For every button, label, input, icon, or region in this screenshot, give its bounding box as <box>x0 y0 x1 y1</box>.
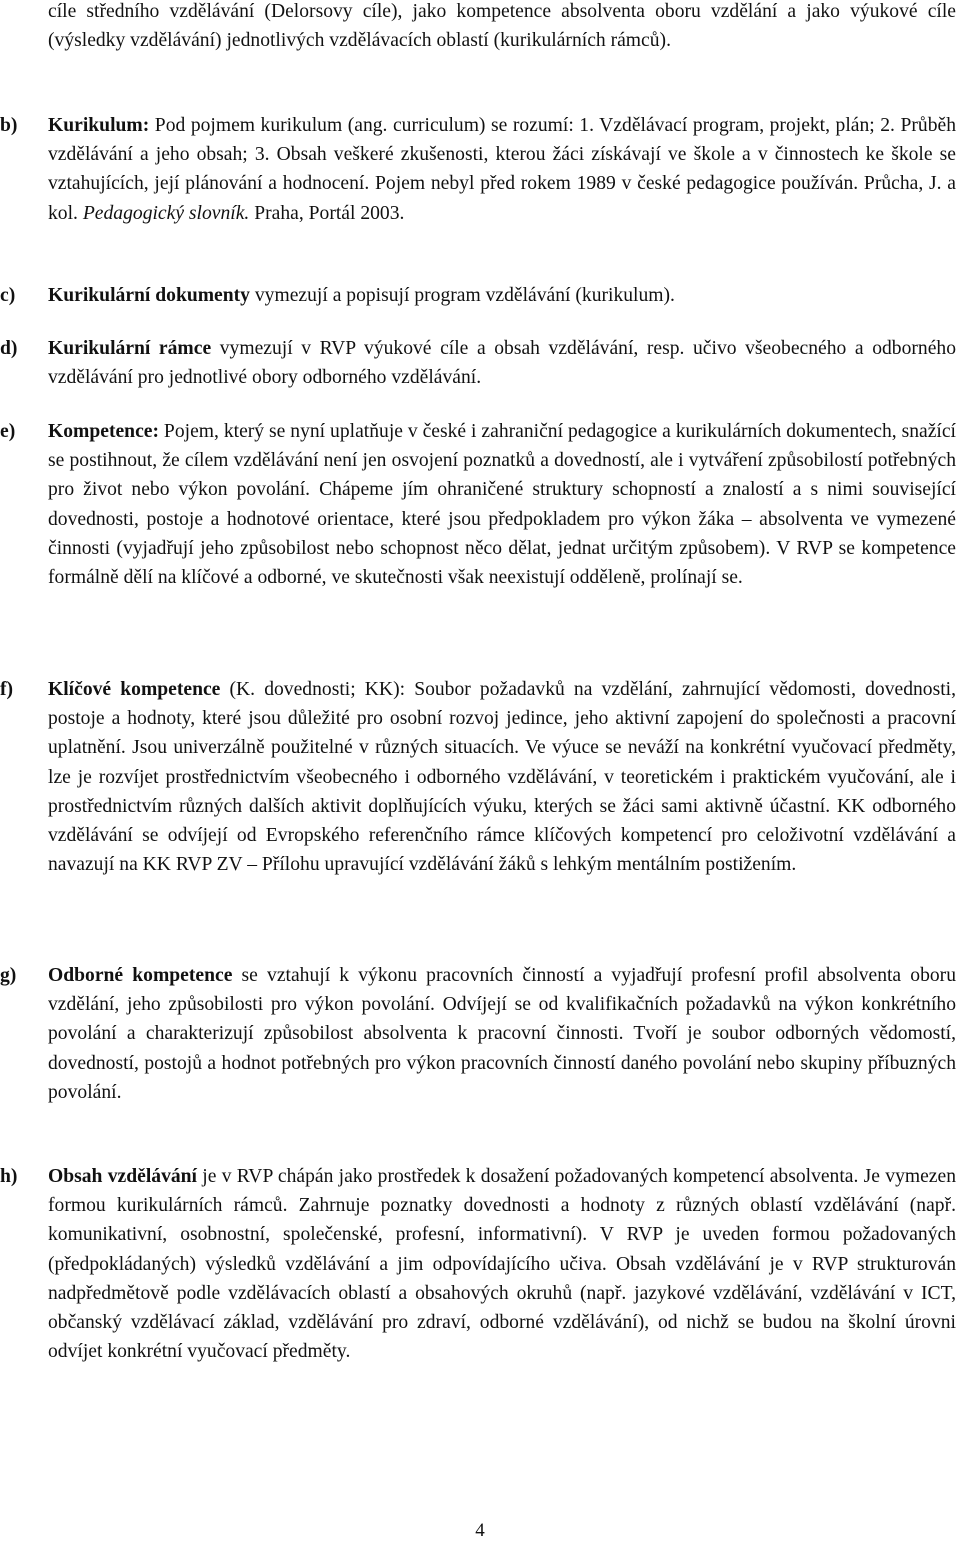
item-text <box>48 334 956 392</box>
item-term: Odborné kompetence <box>48 965 233 986</box>
item-body: vymezují a popisují program vzdělávání (kurikulum). <box>249 285 675 306</box>
item-text <box>48 1162 956 1366</box>
item-label: g) <box>0 965 17 986</box>
item-label: e) <box>0 421 16 442</box>
item-label: b) <box>0 115 18 136</box>
item-term: Kurikulární dokumenty <box>48 285 250 306</box>
item-term: Obsah vzdělávání <box>48 1166 198 1187</box>
item-text <box>48 417 956 592</box>
item-term: Kompetence: <box>48 421 159 442</box>
continuation-paragraph: cíle středního vzdělávání (Delorsovy cíle), jako kompetence absolventa oboru vzdělání a jako výukové cíle (výsledky vzdělávání) jednotlivých vzdělávacích oblastí (kurikulárních rámců). <box>48 1 956 52</box>
item-label: d) <box>0 338 18 359</box>
item-term: Kurikulární rámce <box>48 338 212 359</box>
item-term: Kurikulum: <box>48 115 150 136</box>
item-text <box>48 675 956 879</box>
item-body: Pod pojmem kurikulum (ang. curriculum) se rozumí: 1. Vzdělávací program, projekt, plán; 2. Průběh vzdělávání a jeho obsah; 3. Obsah veškeré zkušenosti, kterou žáci získávají ve škole a v činnostech ke škole se vztahujících, její plánování a hodnocení. Pojem nebyl před rokem 1989 v české pedagogice používán. Průcha, J. a kol. <box>48 115 956 224</box>
item-label: f) <box>0 679 14 700</box>
item-body: se vztahují k výkonu pracovních činností a vyjadřují profesní profil absolventa oboru vzdělání, jeho způsobilosti pro výkon povolání. Odvíjejí se od kvalifikačních požadavků na výkon konkrétního povolání a charakterizují způsobilost absolventa k pracovní činnosti. Tvoří je soubor odborných vědomostí, dovedností, postojů a hodnot potřebných pro výkon pracovních činností daného povolání nebo skupiny příbuzných povolání. <box>48 965 956 1103</box>
item-tail: Praha, Portál 2003. <box>249 202 405 224</box>
item-text <box>48 111 956 228</box>
item-italic-title: Pedagogický slovník. <box>82 202 250 224</box>
item-text <box>48 281 956 310</box>
item-label: c) <box>0 285 16 306</box>
page-number: 4 <box>475 1520 485 1541</box>
item-text <box>48 961 956 1107</box>
item-body: vymezují v RVP výukové cíle a obsah vzdělávání, resp. učivo všeobecného a odborného vzdělávání pro jednotlivé obory odborného vzdělávání. <box>48 338 956 389</box>
item-label: h) <box>0 1166 18 1187</box>
item-body: (K. dovednosti; KK): Soubor požadavků na vzdělání, zahrnující vědomosti, dovednosti, postoje a hodnoty, které jsou důležité pro osobní rozvoj jedince, jeho aktivní zapojení do společnosti a pracovní uplatnění. Jsou univerzálně použitelné v různých situacích. Ve výuce se neváží na konkrétní vyučovací předměty, lze je rozvíjet prostřednictvím všeobecného i odborného vzdělávání, v teoretickém i praktickém vyučování, ale i prostřednictvím různých dalších aktivit doplňujících výuku, kterých se žáci sami aktivně účastní. KK odborného vzdělávání se odvíjejí od Evropského referenčního rámce klíčových kompetencí pro celoživotní vzdělávání a navazují na KK RVP ZV – Přílohu upravující vzdělávání žáků s lehkým mentálním postižením. <box>48 679 956 876</box>
item-body: je v RVP chápán jako prostředek k dosažení požadovaných kompetencí absolventa. Je vymezen formou kurikulárních rámců. Zahrnuje poznatky dovednosti a hodnoty z různých oblastí vzdělávání (např. komunikativní, osobnostní, společenské, profesní, informativní). V RVP je uveden formou požadovaných (předpokládaných) výsledků vzdělávání a jim odpovídajícího učiva. Obsah vzdělávání je v RVP strukturován nadpředmětově podle vzdělávacích oblastí a obsahových okruhů (např. jazykové vzdělávání, vzdělávání v ICT, občanský vzdělávací základ, vzdělávání pro zdraví, odborné vzdělávání), od nichž se budou na školní úrovni odvíjet konkrétní vyučovací předměty. <box>48 1166 957 1363</box>
item-term: Klíčové kompetence <box>48 679 221 700</box>
item-body: Pojem, který se nyní uplatňuje v české i zahraniční pedagogice a kurikulárních dokumentech, snažící se postihnout, že cílem vzdělávání není jen osvojení poznatků a dovedností, ale i vytváření způsobilostí potřebných pro život nebo výkon povolání. Chápeme jím ohraničené struktury schopností a znalostí a s nimi související dovednosti, postoje a hodnotové orientace, které jsou předpokladem pro výkon žáka – absolventa ve vymezené činnosti (vyjadřují jeho způsobilost nebo schopnost něco dělat, jednat určitým způsobem). V RVP se kompetence formálně dělí na klíčové a odborné, ve skutečnosti však neexistují odděleně, prolínají se. <box>48 421 956 589</box>
